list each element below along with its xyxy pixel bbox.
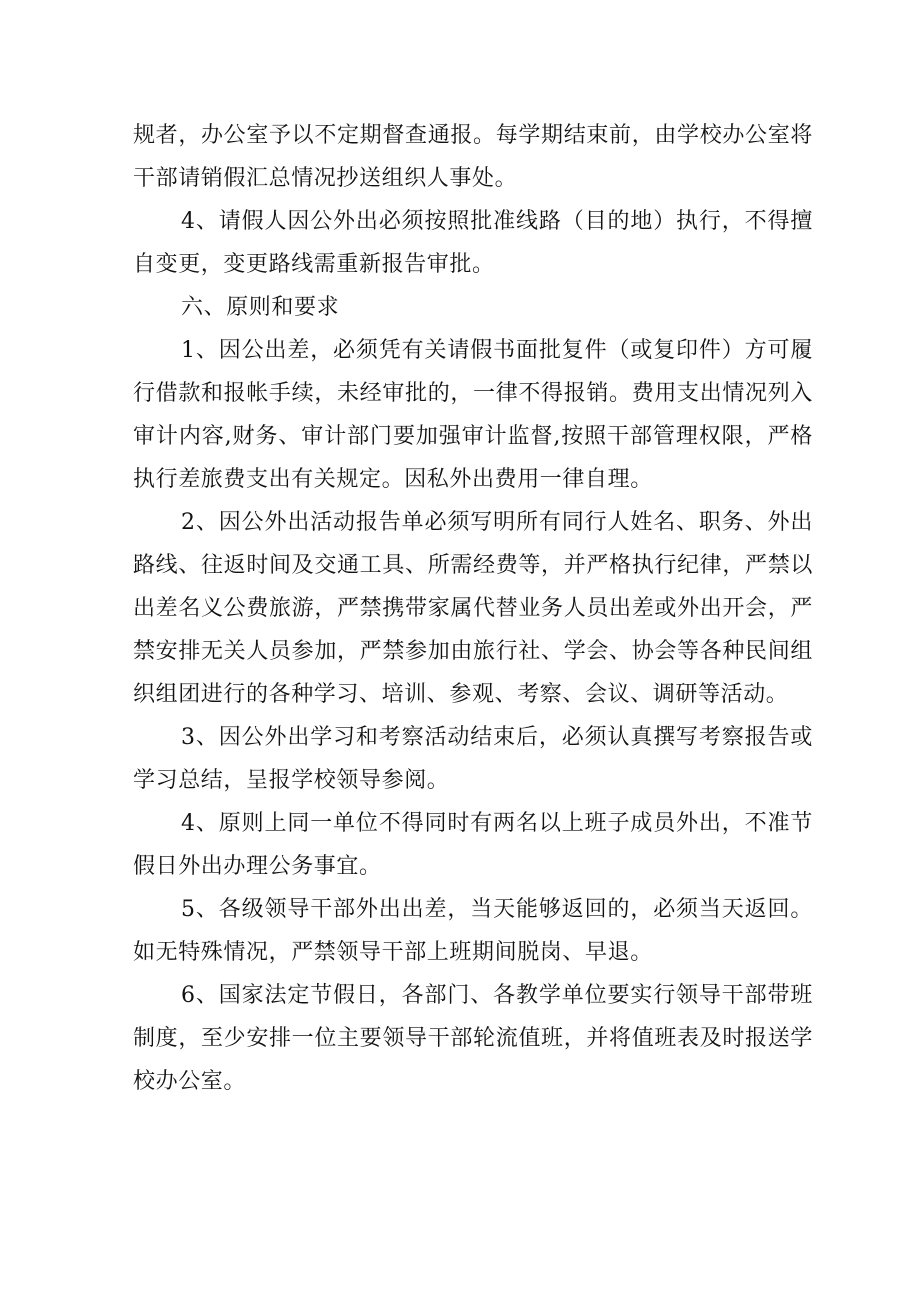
paragraph-rule-1: 1、因公出差，必须凭有关请假书面批复件（或复印件）方可履行借款和报帐手续，未经审批的，一律不得报销。费用支出情况列入审计内容,财务、审计部门要加强审计监督,按照干部管理权限，严格执行差旅费支出有关规定。因私外出费用一律自理。 — [133, 338, 813, 492]
paragraph-continuation: 规者，办公室予以不定期督查通报。每学期结束前，由学校办公室将干部请销假汇总情况抄送组织人事处。 — [133, 123, 813, 191]
paragraph-rule-4: 4、原则上同一单位不得同时有两名以上班子成员外出，不准节假日外出办理公务事宜。 — [133, 811, 813, 879]
paragraph-rule-2: 2、因公外出活动报告单必须写明所有同行人姓名、职务、外出路线、往返时间及交通工具、所需经费等，并严格执行纪律，严禁以出差名义公费旅游，严禁携带家属代替业务人员出差或外出开会，严禁安排无关人员参加，严禁参加由旅行社、学会、协会等各种民间组织组团进行的各种学习、培训、参观、考察、会议、调研等活动。 — [133, 510, 813, 707]
paragraph-rule-3: 3、因公外出学习和考察活动结束后，必须认真撰写考察报告或学习总结，呈报学校领导参阅。 — [133, 725, 813, 793]
section-heading-principles: 六、原则和要求 — [181, 295, 340, 320]
document-body — [133, 114, 813, 1103]
paragraph-route-rule: 4、请假人因公外出必须按照批准线路（目的地）执行，不得擅自变更，变更路线需重新报告审批。 — [133, 209, 813, 277]
paragraph-rule-6: 6、国家法定节假日，各部门、各教学单位要实行领导干部带班制度，至少安排一位主要领导干部轮流值班，并将值班表及时报送学校办公室。 — [133, 983, 813, 1094]
paragraph-rule-5: 5、各级领导干部外出出差，当天能够返回的，必须当天返回。如无特殊情况，严禁领导干部上班期间脱岗、早退。 — [133, 897, 813, 965]
